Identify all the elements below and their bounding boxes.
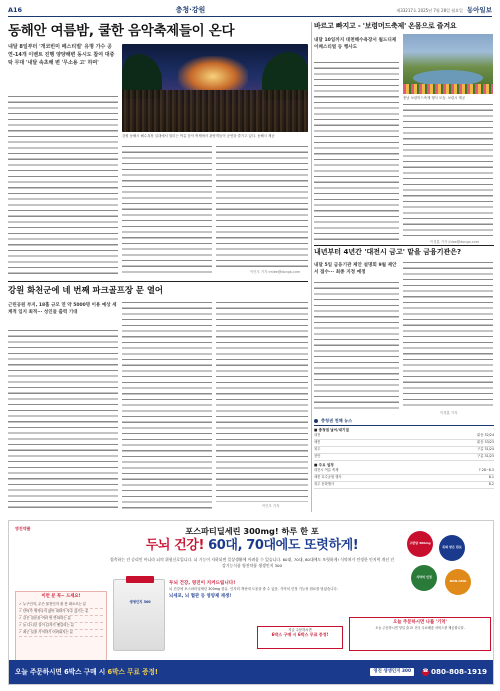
ad-phone-number[interactable]: 080-808-1919 [431,667,487,677]
ad-checklist-item: ✓ 같은 질문을 여러 번 반복하는 분 [19,616,103,623]
lead-body-col3 [216,146,308,268]
ad-gift-b: 6박스 구매 시 6박스 무료 증정! [271,632,329,638]
hwacheon-body-col3 [216,302,308,502]
weather-row-value: 맑음 33/23 [477,440,494,445]
ad-checklist-item: ✓ 단어가 생각나지 않아 대화가 자주 끊기는 분 [19,609,103,616]
ad-headline: 포스파티딜세린 300mg! 하루 한 포 [185,526,319,536]
section-title: 충청·강원 [175,5,206,14]
info-box-subtitle-events: ■ 주요 일정 [314,462,334,467]
ad-order-text: 오늘 주문하시면 당일 출고! 전국 무료배송 서비스를 제공합니다. [375,625,465,630]
ad-bottom-text-a: 오늘 주문하시면 6박스 구매 시 [15,667,108,676]
weather-row [314,447,494,454]
badge-patent: 특허 받은 원료 [439,535,465,561]
event-row-key: 청주 문화행사 [314,482,335,487]
newspaper-logo: 동아일보 [466,6,492,15]
daejeon-vault-deck: 내달 5일 금융기관 제안 설명회 9월 제안서 접수··· 최종 지정 예정 [314,263,397,276]
product-box-image [113,579,165,651]
ad-checklist-title: 이런 분 꼭~ 드세요! [41,594,81,599]
ad-checklist-item: ✓ 최근 일을 기억하기 어려워지는 분 [19,630,103,637]
weather-row [314,454,494,461]
lead-headline[interactable]: 동해안 여름밤, 쿨한 음악축제들이 온다 [8,23,235,39]
badge-non-gmo: NON-GMO [445,569,471,595]
ad-middle-title: 두뇌 건강, 영진이 지켜드립니다! [169,581,236,586]
daejeon-byline: 이정훈 기자 [440,411,458,415]
mudfest-byline: 이정훈 기자 jhlee@donga.com [430,240,480,244]
event-row-value: 7.28~8.3 [478,468,494,473]
weather-row-key: 청주 [314,447,321,452]
event-row [314,482,494,489]
hwacheon-deck: 근린공원 부지, 18홀 규모 연 약 5000명 이용 예상 세계적 입지 최적··· 성인들 출력 기대 [8,303,117,316]
festival-photo-caption: 강원 동해시 해수욕장 일대에서 열리는 여름 음악 축제에서 관람객들이 공연을 즐기고 있다. 동해시 제공 [122,134,275,138]
event-row-value: 8.1 [488,475,494,480]
event-row [314,475,494,482]
hwacheon-body-col1 [8,330,118,510]
ad-bottom-text-b: 6박스 무료 증정! [107,667,158,676]
event-row-value: 8.2 [488,482,494,487]
info-box-title: 충청권 천체 뉴스 [321,418,353,423]
weather-rows [314,433,494,461]
hwacheon-headline[interactable]: 강원 화천군에 네 번째 파크골프장 문 열어 [8,285,164,295]
product-label: 생생인지 300 [129,600,151,604]
column-divider [311,22,312,512]
mudfest-body-col2 [403,104,493,238]
ad-bottom-brand: 영진 생생인지 300 [370,668,414,676]
ad-hero-b: 60대, 70대에도 또렷하게! [208,538,359,553]
ad-gift-a: 지금 주문하시면 [288,628,312,632]
ad-middle-blue: 뇌세포, 뇌 혈관 등 영양제 재생! [169,594,232,600]
photo-flowers [403,84,493,94]
info-box-heading [314,418,494,426]
ad-checklist [19,602,103,637]
weather-row-key: 세종 [314,440,321,445]
ad-subcopy: 접촉하는 건 승리인 아니라 뇌의 위험신호입니다. 뇌 기능이 저하되면 일상생활에 어려움 수 있습니다. 60대, 70대, 80대에도 또렷하게! 식약처가 인정한 인지력 개선 건강기능식품 영진약품 생생인지 300 [109,557,395,569]
weather-row [314,433,494,440]
ad-middle-text: 뇌 건강에 포스파티딜세린 300mg 함유. 인지력 개선에 도움을 줄 수 있음. 식약처 인정 기능성 원료를 담았습니다. [169,587,338,592]
weather-row [314,440,494,447]
mudfest-body-col1 [314,62,399,240]
divider-left [8,281,308,282]
weather-row-value: 구름 31/24 [477,447,494,452]
event-row [314,467,494,474]
bullet-icon [314,419,318,423]
ad-gift-box [257,626,343,649]
lead-deck: 내달 8일부터 '개코빈미 페스티벌' 유명 가수 공연-14개 이벤트 진행 양양해변 동시도 참여 대중탁 무대 '내달 속초해 변 '무소용 고' 하며' [8,44,115,66]
weather-row-value: 맑음 32/24 [477,433,494,438]
hwacheon-body-col2 [122,302,212,510]
event-row-key: 대전시 여름 축제 [314,468,339,473]
health-supplement-ad[interactable] [8,520,494,685]
photo-stage-lights [178,56,248,90]
masthead [8,5,492,17]
event-row-key: 세종 호수공원 행사 [314,475,342,480]
ad-bottom-bar [9,660,493,684]
daejeon-vault-headline[interactable]: 내년부터 4년간 '대전시 금고' 맡을 금융기관은? [314,248,462,256]
weather-row-key: 천안 [314,454,321,459]
lead-body-col2 [122,146,212,274]
divider-right [314,245,494,246]
badge-certified: 식약처 인정 [411,565,437,591]
ad-badge-panel [401,525,491,613]
info-box-subtitle-weather: ■ 충청권 날씨/대기질 [314,427,349,432]
ad-hero [107,537,397,555]
ad-checklist-item: ✓ 늘 다니던 길이 갑자기 헷갈리는 분 [19,623,103,630]
ad-order-title: 오늘 주문하시면 나를 '기억' [393,620,447,625]
page-number: A16 [8,6,23,15]
daejeon-body-col1 [314,282,399,410]
festival-photo[interactable] [122,44,308,132]
daejeon-body-col2 [403,262,493,410]
photo-crowd [122,90,308,132]
weather-row-key: 대전 [314,433,321,438]
ad-bottom-text [15,668,370,677]
ad-order-box [349,617,491,651]
lead-byline: 이인모 기자 imlee@donga.com [250,270,301,274]
issue-date: 제33217호 2025년 7월 28일 월요일 [396,7,463,13]
regional-info-box [314,418,494,513]
badge-dosage: 고함량 300mg [407,531,433,557]
mudfest-deck: 내달 10일까지 대천해수욕장서 월드디제이페스티벌 등 행사도 [314,38,397,51]
ad-hero-a: 두뇌 건강! [145,538,204,553]
lead-body-col1 [8,96,118,274]
mudfest-photo-caption: 충남 보령머드축제 행사 모습. 보령시 제공 [403,96,466,100]
ad-brand-logo: 영진약품 [15,526,31,531]
mudfest-photo[interactable] [403,34,493,94]
hwacheon-byline: 이인모 기자 [262,504,280,508]
ad-middle-copy [169,581,341,600]
event-rows [314,467,494,488]
phone-icon: ☎ [422,668,429,674]
ad-phone[interactable] [422,667,487,677]
product-cap [126,576,154,583]
weather-row-value: 구름 31/23 [477,454,494,459]
ad-checklist-item: ✓ 누구인지, 무슨 물건인지 잘 못 떠오르는 분 [19,602,103,609]
mudfest-headline[interactable]: 바르고 빠지고 - '보령머드축제' 온몸으로 즐겨요 [314,22,457,30]
